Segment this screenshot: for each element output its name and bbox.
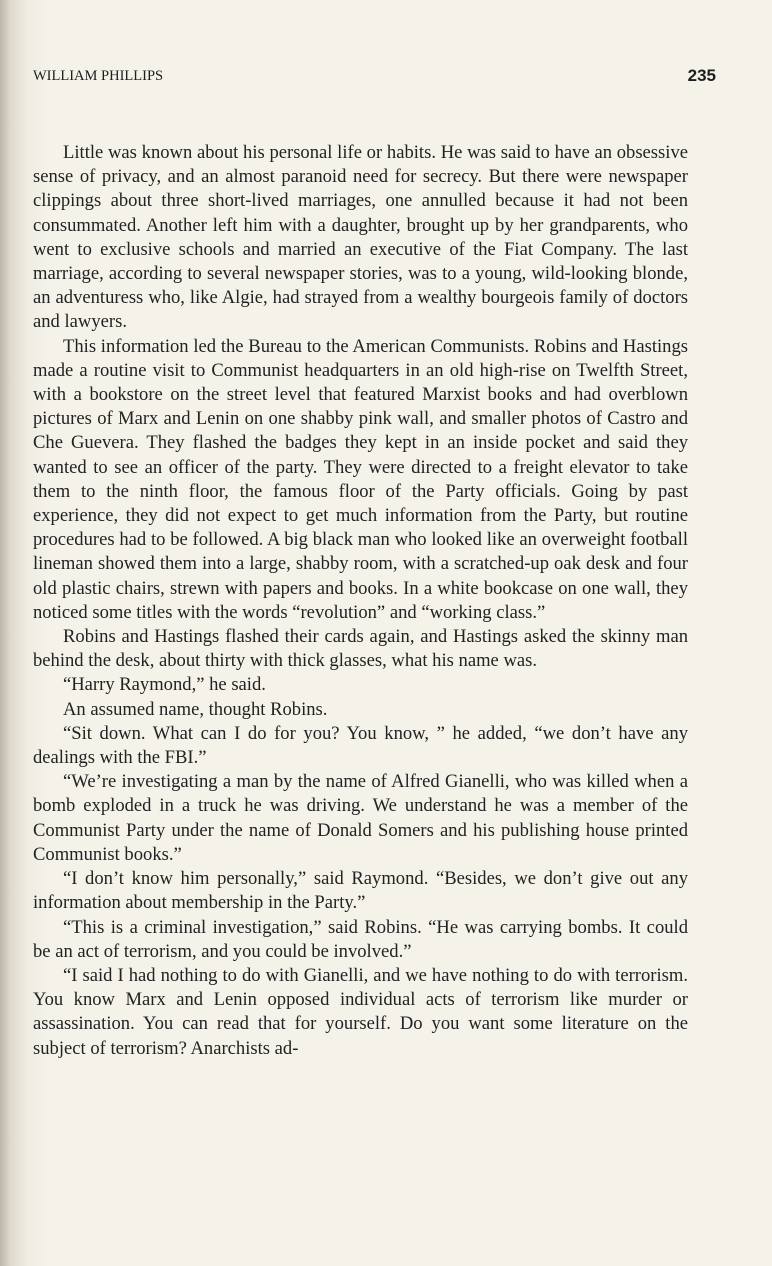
paragraph: This information led the Bureau to the American Communists. Robins and Hastings made a routine visit to Communist headquarters in an old high-rise on Twelfth Street, with a bookstore on the street level that featured Marxist books and had overblown pictures of Marx and Lenin on one shabby pink wall, and smaller photos of Castro and Che Guevera. They flashed the badges they kept in an inside pocket and said they wanted to see an officer of the party. They were directed to a freight elevator to take them to the ninth floor, the famous floor of the Party officials. Going by past experience, they did not expect to get much information from the Party, but routine procedures had to be followed. A big black man who looked like an overweight football lineman showed them into a large, shabby room, with a scratched-up oak desk and four old plastic chairs, strewn with papers and books. In a white bookcase on one wall, they noticed some titles with the words “revolution” and “working class.” [33, 335, 688, 623]
paragraph: “Sit down. What can I do for you? You know, ” he added, “we don’t have any dealings with the FBI.” [33, 722, 688, 769]
paragraph: Robins and Hastings flashed their cards again, and Hastings asked the skinny man behind the desk, about thirty with thick glasses, what his name was. [33, 626, 688, 672]
paragraph: “I said I had nothing to do with Gianelli, and we have nothing to do with terrorism. You know Marx and Lenin opposed individual acts of terrorism like murder or assassination. You can read that for yourself. Do you want some literature on the subject of terrorism? Anarchists ad- [33, 964, 688, 1059]
paragraph: “Harry Raymond,” he said. [63, 674, 266, 696]
paragraph: Little was known about his personal life or habits. He was said to have an obsessive sense of privacy, and an almost paranoid need for secrecy. But there were newspaper clippings about three short-lived marriages, one annulled because it had not been consummated. Another left him with a daughter, brought up by her grandparents, who went to exclusive schools and married an executive of the Fiat Company. The last marriage, according to several newspaper stories, was to a young, wild-looking blonde, an adventuress who, like Algie, had strayed from a wealthy bourgeois family of doctors and lawyers. [33, 142, 688, 333]
paragraph: “We’re investigating a man by the name of Alfred Gianelli, who was killed when a bomb exploded in a truck he was driving. We understand he was a member of the Communist Party under the name of Donald Somers and his publishing house printed Communist books.” [33, 771, 688, 865]
body-text [33, 141, 688, 1061]
paragraph: “This is a criminal investigation,” said Robins. “He was carrying bombs. It could be an act of terrorism, and you could be involved.” [33, 916, 688, 962]
paragraph: An assumed name, thought Robins. [63, 698, 328, 720]
paragraph: “I don’t know him personally,” said Raymond. “Besides, we don’t give out any information about membership in the Party.” [33, 868, 688, 914]
page-number: 235 [687, 66, 716, 85]
running-head: WILLIAM PHILLIPS [33, 68, 164, 84]
